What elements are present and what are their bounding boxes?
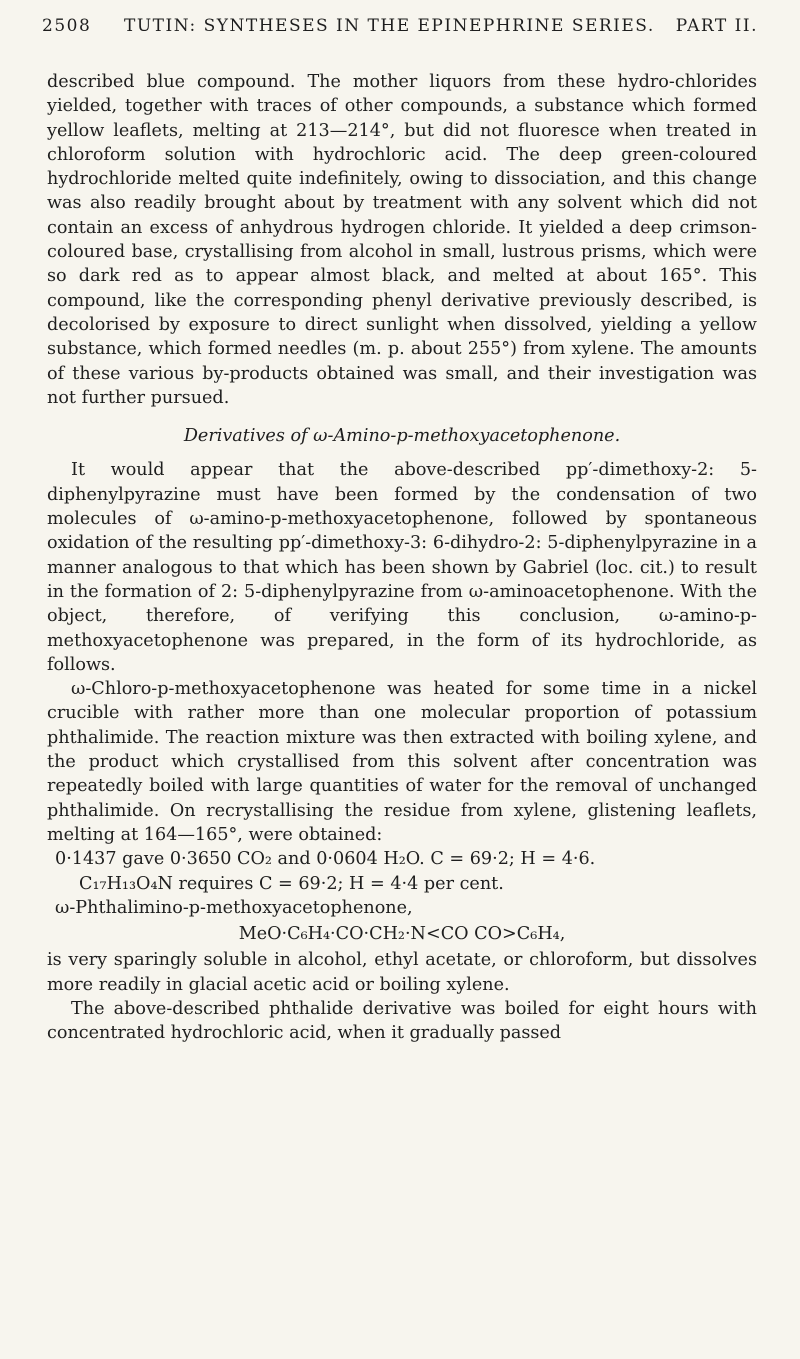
analysis-found: 0·1437 gave 0·3650 CO₂ and 0·0604 H₂O. C = 69·2; H = 4·6.	[55, 849, 596, 870]
compound-name: ω-Phthalimino-p-methoxyacetophenone,	[55, 897, 413, 918]
section-heading: Derivatives of ω-Amino-p-methoxyacetophenone.	[183, 426, 621, 447]
part-label: PART II.	[675, 16, 758, 36]
structural-formula: MeO·C₆H₄·CO·CH₂·N<CO CO>C₆H₄,	[238, 924, 566, 945]
analysis-required: C₁₇H₁₃O₄N requires C = 69·2; H = 4·4 per cent.	[79, 873, 504, 894]
paragraph-4: is very sparingly soluble in alcohol, ethyl acetate, or chloroform, but dissolves more readily in glacial acetic acid or boiling xylene.	[47, 950, 757, 995]
paragraph-1: described blue compound. The mother liquors from these hydro-chlorides yielded, together with traces of other compounds, a substance which formed yellow leaflets, melting at 213—214°, but did not fluoresce when treated in chloroform solution with hydrochloric acid. The deep green-coloured hydrochloride melted quite indefinitely, owing to dissociation, and this change was also readily brought about by treatment with any solvent which did not contain an excess of anhydrous hydrogen chloride. It yielded a deep crimson-coloured base, crystallising from alcohol in small, lustrous prisms, which were so dark red as to appear almost black, and melted at about 165°. This compound, like the corresponding phenyl derivative previously described, is decolorised by exposure to direct sunlight when dissolved, yielding a yellow substance, which formed needles (m. p. about 255°) from xylene. The amounts of these various by-products obtained was small, and their investigation was not further pursued.	[47, 72, 757, 408]
paragraph-5: The above-described phthalide derivative was boiled for eight hours with concentrated hydrochloric acid, when it gradually passed	[47, 998, 757, 1044]
paragraph-2: It would appear that the above-described pp′-dimethoxy-2: 5-diphenylpyrazine must have been formed by the condensation of two molecules of ω-amino-p-methoxyacetophenone, followed by spontaneous oxidation of the resulting pp′-dimethoxy-3: 6-dihydro-2: 5-diphenylpyrazine in a manner analogous to that which has been shown by Gabriel (loc. cit.) to result in the formation of 2: 5-diphenylpyrazine from ω-aminoacetophenone. With the object, therefore, of verifying this conclusion, ω-amino-p-methoxyacetophenone was prepared, in the form of its hydrochloride, as follows.	[47, 460, 757, 675]
page-number: 2508	[42, 16, 92, 36]
paragraph-3: ω-Chloro-p-methoxyacetophenone was heated for some time in a nickel crucible with rather more than one molecular proportion of potassium phthalimide. The reaction mixture was then extracted with boiling xylene, and the product which crystallised from this solvent after concentration was repeatedly boiled with large quantities of water for the removal of unchanged phthalimide. On recrystallising the residue from xylene, glistening leaflets, melting at 164—165°, were obtained:	[47, 679, 757, 845]
running-title: TUTIN: SYNTHESES IN THE EPINEPHRINE SERIES.	[124, 16, 655, 36]
article-body	[47, 70, 757, 1046]
